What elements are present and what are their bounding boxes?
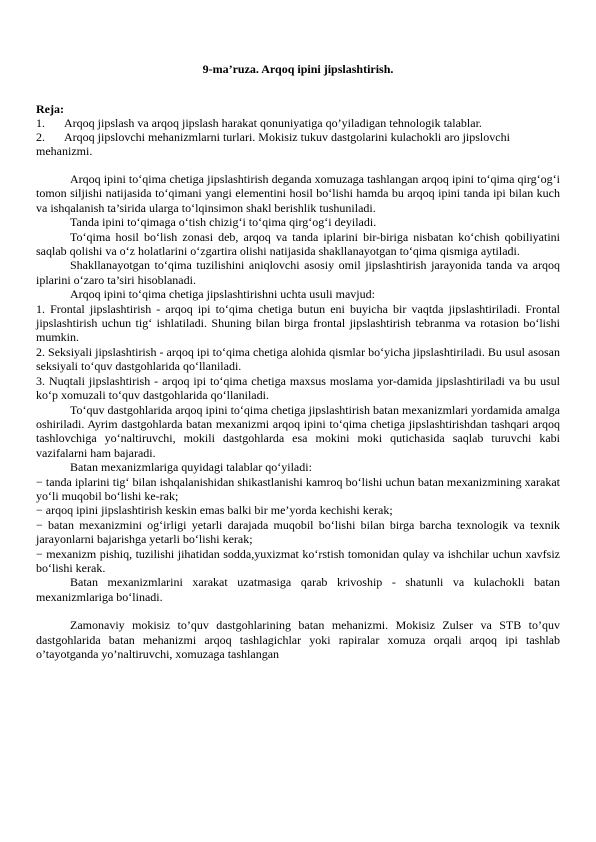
plan-item-text: Arqoq jipslovchi mehanizmlarni turlari. Mokisiz tukuv dastgolarini kulachokli aro jipslovchi mehanizmi.: [36, 130, 510, 158]
body-text: [36, 172, 560, 661]
paragraph: Batan mexanizmlariga quyidagi talablar qo‘yiladi:: [70, 460, 312, 475]
plan-section: [36, 102, 560, 158]
plan-item-text: Arqoq jipslash va arqoq jipslash harakat qonuniyatiga qo’yiladigan tehnologik talablar.: [64, 116, 482, 130]
paragraph: 3. Nuqtali jipslashtirish - arqoq ipi to‘qima chetiga maxsus moslama yor-damida jipslashtiriladi va bu usul ko‘p xomuzali to‘quv dastgohlarida qo‘llaniladi.: [36, 373, 560, 403]
paragraph: Shakllanayotgan to‘qima tuzilishini aniqlovchi asosiy omil jipslashtirish jarayonida tanda va arqoq iplarini o‘zaro ta’siri hisoblanadi.: [36, 258, 560, 287]
plan-item: [36, 116, 560, 130]
spacer: [36, 604, 560, 618]
paragraph: Arqoq ipini to‘qima chetiga jipslashtirish deganda xomuzaga tashlangan arqoq ipini to‘qima qirg‘og‘i tomon siljishi natijasida to‘qimani yangi elementini hosil bo‘lishi hamda bu arqoq ipini tanda ipi bilan kuch va ishqalanish ta’sirida ularga to‘lqinsimon shakl berishlik tushuniladi.: [36, 172, 560, 215]
paragraph: − tanda iplarini tig‘ bilan ishqalanishidan shikastlanishi kamroq bo‘lishi uchun batan mexanizmining xarakat yo‘li muqobil bo‘lishi ke-rak;: [36, 474, 560, 503]
lecture-title: 9-ma’ruza. Arqoq ipini jipslashtirish.: [202, 62, 394, 76]
plan-item: [36, 130, 560, 158]
paragraph: To‘qima hosil bo‘lish zonasi deb, arqoq va tanda iplarini bir-biriga nisbatan ko‘chish qobiliyatini saqlab qolishi va o‘z holatlarini o‘zgartira olishi natijasida shakllanayotgan to‘qima qismiga aytiladi.: [36, 229, 560, 259]
paragraph: − batan mexanizmini og‘irligi yetarli darajada muqobil bo‘lishi bilan birga barcha texnologik va texnik jarayonlarni bajarishga yetarli bo‘lishi kerak;: [36, 517, 560, 547]
plan-item-number: 2.: [36, 130, 45, 144]
paragraph: Zamonaviy mokisiz to’quv dastgohlarining batan mehanizmi. Mokisiz Zulser va STB to’quv dastgohlarida batan mehanizmi arqoq tashlagichlar yoki rapiralar xomuza orqali arqoq ipi tashlab o’tayotganda yo’naltiruvchi, xomuzaga tashlangan: [36, 618, 560, 661]
paragraph: Arqoq ipini to‘qima chetiga jipslashtirishni uchta usuli mavjud:: [70, 287, 375, 302]
paragraph: 1. Frontal jipslashtirish - arqoq ipi to‘qima chetiga butun eni buyicha bir vaqtda jipslashtiriladi. Frontal jipslashtirish uchun tig‘ ishlatiladi. Shuning bilan birga frontal jipslashtirish tebranma va rotasion bo‘lishi mumkin.: [36, 301, 560, 345]
paragraph: To‘quv dastgohlarida arqoq ipini to‘qima chetiga jipslashtirish batan mexanizmlari yordamida amalga oshiriladi. Ayrim dastgohlarda batan mexanizmi arqoq ipini to‘qima chetiga jipslashtirishdan tashqari arqoq tashlovchiga yo‘naltiruvchi, mokili dastgohlarda esa mokini moki qutichasida saqlab turuvchi kabi vazifalarni ham bajaradi.: [36, 402, 560, 460]
paragraph: − mexanizm pishiq, tuzilishi jihatidan sodda,yuxizmat ko‘rstish tomonidan qulay va ishchilar uchun xavfsiz bo‘lishi kerak.: [36, 546, 560, 575]
spacer: [114, 158, 560, 172]
paragraph: Batan mexanizmlarini xarakat uzatmasiga qarab krivoship - shatunli va kulachokli batan mexanizmlariga bo‘linadi.: [36, 575, 560, 604]
plan-label: Reja:: [36, 102, 64, 116]
paragraph: Tanda ipini to‘qimaga o‘tish chizig‘i to‘qima qirg‘og‘i deyiladi.: [70, 215, 377, 230]
paragraph: − arqoq ipini jipslashtirish keskin emas balki bir me’yorda kechishi kerak;: [36, 503, 393, 518]
plan-item-number: 1.: [36, 116, 45, 130]
paragraph: 2. Seksiyali jipslashtirish - arqoq ipi to‘qima chetiga alohida qismlar bo‘yicha jipslashtiriladi. Bu usul asosan seksiyali to‘quv dastgohlarida qo‘llaniladi.: [36, 344, 560, 374]
